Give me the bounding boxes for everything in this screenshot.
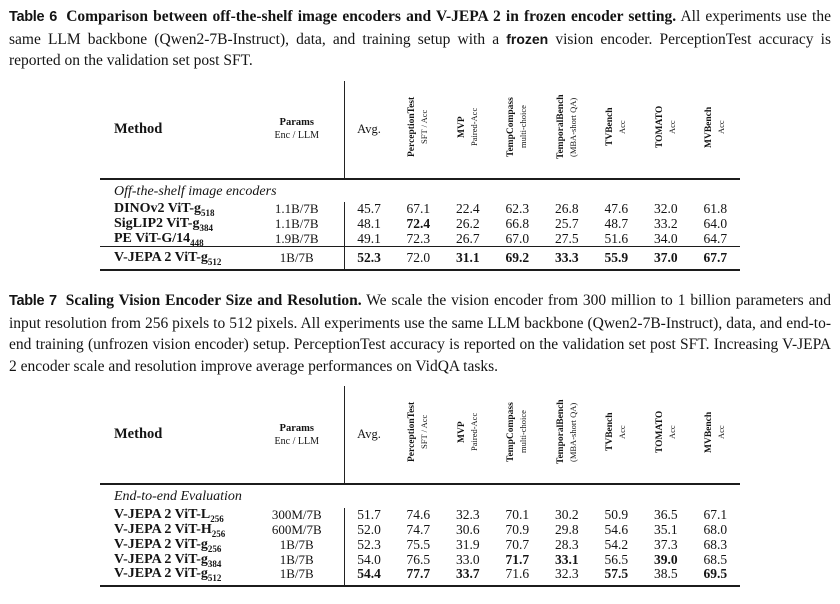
benchmark-name: MVBench (704, 105, 714, 148)
method-name: V-JEPA 2 ViT-g (114, 551, 208, 567)
value-cell: 71.7 (505, 551, 530, 567)
method-name: V-JEPA 2 ViT-g (114, 250, 208, 266)
value-cell: 67.7 (691, 246, 741, 270)
table7-caption-title: Scaling Vision Encoder Size and Resolution. (65, 292, 362, 310)
value-cell: 52.3 (344, 537, 394, 552)
value-cell: 70.7 (505, 536, 530, 552)
method-name: PE ViT-G/14 (114, 230, 191, 246)
benchmark-subtitle: (MBA-short QA) (567, 402, 578, 463)
method-subscript: 448 (190, 237, 204, 248)
table7-body (100, 484, 740, 586)
column-header-perceptiontest (394, 386, 444, 484)
table6-header (100, 81, 740, 179)
benchmark-subtitle: (MBA-short QA) (567, 96, 578, 157)
value-cell: 32.0 (653, 201, 678, 217)
value-cell: 28.3 (554, 536, 579, 552)
value-cell: 52.0 (344, 523, 394, 538)
value-cell: 33.3 (542, 246, 592, 270)
value-cell: 67.0 (505, 230, 530, 246)
benchmark-subtitle: Acc (715, 425, 726, 440)
column-header-params (250, 81, 344, 179)
value-cell: 64.0 (703, 216, 728, 232)
table-row (100, 217, 740, 232)
value-cell: 22.4 (455, 201, 480, 217)
benchmark-name: MVP (456, 115, 467, 138)
params-label: Params (279, 116, 314, 128)
value-cell: 50.9 (604, 507, 629, 523)
section-label: Off-the-shelf image encoders (114, 183, 277, 199)
value-cell: 68.0 (703, 522, 728, 538)
value-cell: 38.5 (641, 567, 691, 587)
value-cell: 37.3 (653, 536, 678, 552)
column-header-mvbench (691, 81, 741, 179)
params-cell: 1B/7B (279, 536, 314, 552)
value-cell: 51.7 (344, 508, 394, 523)
method-cell (100, 231, 250, 246)
value-cell: 62.3 (505, 201, 530, 217)
value-cell: 69.2 (493, 246, 543, 270)
value-cell: 57.5 (592, 567, 642, 587)
method-name: V-JEPA 2 ViT-L (114, 507, 211, 523)
method-subscript: 256 (210, 514, 224, 525)
table-row (100, 567, 740, 587)
column-header-tomato (641, 81, 691, 179)
benchmark-subtitle: SFT / Acc (418, 415, 429, 450)
value-cell: 49.1 (344, 231, 394, 246)
benchmark-name: TemporalBench (555, 400, 566, 465)
column-header-tvbench (592, 81, 642, 179)
params-cell: 300M/7B (271, 507, 322, 523)
value-cell: 67.1 (703, 507, 728, 523)
benchmark-name: MVP (456, 421, 467, 444)
table6 (100, 81, 740, 272)
value-cell: 54.4 (344, 567, 394, 587)
method-name: V-JEPA 2 ViT-g (114, 536, 208, 552)
value-cell: 33.0 (455, 551, 480, 567)
benchmark-name: TOMATO (654, 105, 665, 148)
benchmark-subtitle: Acc (715, 119, 726, 134)
table-row (100, 202, 740, 217)
column-header-mvbench (691, 386, 741, 484)
value-cell: 64.7 (703, 230, 728, 246)
value-cell: 26.7 (455, 230, 480, 246)
method-name: V-JEPA 2 ViT-g (114, 566, 208, 582)
params-cell: 1B/7B (250, 246, 344, 270)
column-header-tempcompass (493, 386, 543, 484)
params-cell: 1.9B/7B (274, 230, 319, 246)
value-cell: 26.8 (554, 201, 579, 217)
params-cell: 1.1B/7B (274, 216, 319, 232)
params-sublabel: Enc / LLM (274, 130, 319, 142)
value-cell: 35.1 (653, 522, 678, 538)
params-sublabel: Enc / LLM (274, 436, 319, 448)
value-cell: 54.0 (344, 552, 394, 567)
params-cell: 600M/7B (271, 522, 322, 538)
value-cell: 55.9 (592, 246, 642, 270)
column-header-method: Method (100, 386, 250, 484)
method-cell (100, 202, 250, 217)
benchmark-subtitle: multi-choice (517, 410, 528, 454)
column-header-params (250, 386, 344, 484)
benchmark-name: TempCompass (506, 402, 516, 463)
method-subscript: 512 (207, 572, 222, 583)
benchmark-name: TemporalBench (555, 94, 566, 159)
frozen-keyword: frozen (506, 30, 549, 47)
params-cell: 1.1B/7B (274, 201, 319, 217)
column-header-tempcompass (493, 81, 543, 179)
column-header-mvp (443, 386, 493, 484)
value-cell: 45.7 (344, 202, 394, 217)
column-header-tvbench (592, 386, 642, 484)
method-name: V-JEPA 2 ViT-H (114, 522, 212, 538)
column-header-mvp (443, 81, 493, 179)
value-cell: 61.8 (703, 201, 728, 217)
value-cell: 54.2 (604, 536, 629, 552)
column-header-perceptiontest (394, 81, 444, 179)
value-cell: 39.0 (653, 551, 678, 567)
table6-caption-title: Comparison between off-the-shelf image encoders and V-JEPA 2 in frozen encoder setting. (66, 8, 677, 25)
method-cell (100, 523, 250, 538)
section-label: End-to-end Evaluation (114, 489, 242, 505)
params-cell: 1B/7B (279, 551, 314, 567)
method-cell (100, 246, 250, 270)
params-label: Params (279, 422, 314, 434)
params-cell: 1B/7B (250, 567, 344, 587)
benchmark-name: TVBench (605, 413, 615, 452)
method-cell (100, 537, 250, 552)
table-row (100, 552, 740, 567)
column-header-method: Method (100, 81, 250, 179)
table7 (100, 386, 740, 587)
value-cell: 70.1 (505, 507, 530, 523)
method-cell (100, 567, 250, 587)
value-cell: 68.3 (703, 536, 728, 552)
value-cell: 48.1 (344, 217, 394, 232)
header-row (100, 81, 740, 179)
value-cell: 47.6 (604, 201, 629, 217)
value-cell: 26.2 (455, 216, 480, 232)
benchmark-name: PerceptionTest (407, 402, 417, 463)
value-cell: 37.0 (641, 246, 691, 270)
benchmark-subtitle: multi-choice (517, 105, 528, 148)
value-cell: 31.1 (443, 246, 493, 270)
value-cell: 56.5 (604, 551, 629, 567)
value-cell: 66.8 (505, 216, 530, 232)
benchmark-name: MVBench (704, 411, 714, 454)
header-row (100, 386, 740, 484)
method-subscript: 256 (207, 543, 222, 554)
method-cell (100, 508, 250, 523)
table-row (100, 508, 740, 523)
table-row (100, 231, 740, 246)
value-cell: 74.6 (406, 507, 431, 523)
value-cell: 75.5 (406, 536, 431, 552)
column-header-tomato (641, 386, 691, 484)
method-subscript: 512 (207, 257, 222, 268)
value-cell: 68.5 (703, 551, 728, 567)
benchmark-subtitle: SFT / Acc (418, 109, 429, 144)
table6-caption-body-end: vision encoder. PerceptionTest accuracy is reported on the validation set post SFT. (9, 30, 831, 69)
benchmark-name: TVBench (605, 107, 615, 146)
table6-body (100, 179, 740, 271)
value-cell: 33.2 (653, 216, 678, 232)
value-cell: 30.6 (455, 522, 480, 538)
table7-caption-tag: Table 7 (9, 293, 57, 310)
method-cell (100, 217, 250, 232)
value-cell: 31.9 (455, 536, 480, 552)
benchmark-name: TempCompass (506, 96, 516, 157)
value-cell: 72.0 (394, 246, 444, 270)
column-header-temporalbench (542, 386, 592, 484)
benchmark-name: PerceptionTest (407, 96, 417, 157)
value-cell: 36.5 (653, 507, 678, 523)
value-cell: 48.7 (604, 216, 629, 232)
value-cell: 54.6 (604, 522, 629, 538)
value-cell: 32.3 (542, 567, 592, 587)
value-cell: 71.6 (493, 567, 543, 587)
table6-caption (9, 6, 831, 72)
benchmark-subtitle: Paired-Acc (468, 413, 479, 452)
value-cell: 29.8 (554, 522, 579, 538)
value-cell: 70.9 (505, 522, 530, 538)
benchmark-subtitle: Paired-Acc (468, 107, 479, 146)
section-row (100, 179, 740, 202)
table7-caption (9, 290, 831, 377)
value-cell: 25.7 (554, 216, 579, 232)
column-header-avg: Avg. (344, 386, 394, 484)
table-row (100, 246, 740, 270)
method-name: DINOv2 ViT-g (114, 201, 202, 217)
value-cell: 33.7 (443, 567, 493, 587)
method-cell (100, 552, 250, 567)
value-cell: 34.0 (653, 230, 678, 246)
benchmark-subtitle: Acc (616, 119, 627, 134)
value-cell: 77.7 (394, 567, 444, 587)
value-cell: 74.7 (406, 522, 431, 538)
value-cell: 51.6 (604, 230, 629, 246)
value-cell: 76.5 (406, 551, 431, 567)
value-cell: 69.5 (691, 567, 741, 587)
value-cell: 72.4 (406, 216, 431, 232)
benchmark-subtitle: Acc (616, 425, 627, 440)
benchmark-subtitle: Acc (666, 425, 677, 440)
table-row (100, 523, 740, 538)
method-subscript: 384 (199, 222, 213, 233)
value-cell: 52.3 (344, 246, 394, 270)
method-subscript: 384 (207, 558, 222, 569)
column-header-avg: Avg. (344, 81, 394, 179)
table7-header (100, 386, 740, 484)
method-subscript: 256 (211, 528, 226, 539)
section-row (100, 484, 740, 507)
table6-caption-tag: Table 6 (9, 9, 58, 25)
value-cell: 30.2 (554, 507, 579, 523)
value-cell: 72.3 (406, 230, 431, 246)
value-cell: 67.1 (406, 201, 431, 217)
table7-caption-body: We scale the vision encoder from 300 million to 1 billion parameters and input resolution from 256 pixels to 512 pixels. All experiments use the same LLM backbone (Qwen2-7B-Instruct), data, and end-to-end training (unfrozen vision encoder) setup. PerceptionTest accuracy is reported on the validation set post SFT. Increasing V-JEPA 2 encoder scale and resolution improve average performances on VidQA tasks. (9, 292, 831, 375)
value-cell: 33.1 (554, 551, 579, 567)
benchmark-subtitle: Acc (666, 119, 677, 134)
benchmark-name: TOMATO (654, 411, 665, 454)
value-cell: 27.5 (554, 230, 579, 246)
method-subscript: 518 (201, 208, 215, 219)
table-row (100, 537, 740, 552)
method-name: SigLIP2 ViT-g (114, 216, 200, 232)
table6-caption-body: All experiments use the same LLM backbone (Qwen2-7B-Instruct), data, and training setup with a (9, 8, 831, 48)
value-cell: 32.3 (455, 507, 480, 523)
column-header-temporalbench (542, 81, 592, 179)
